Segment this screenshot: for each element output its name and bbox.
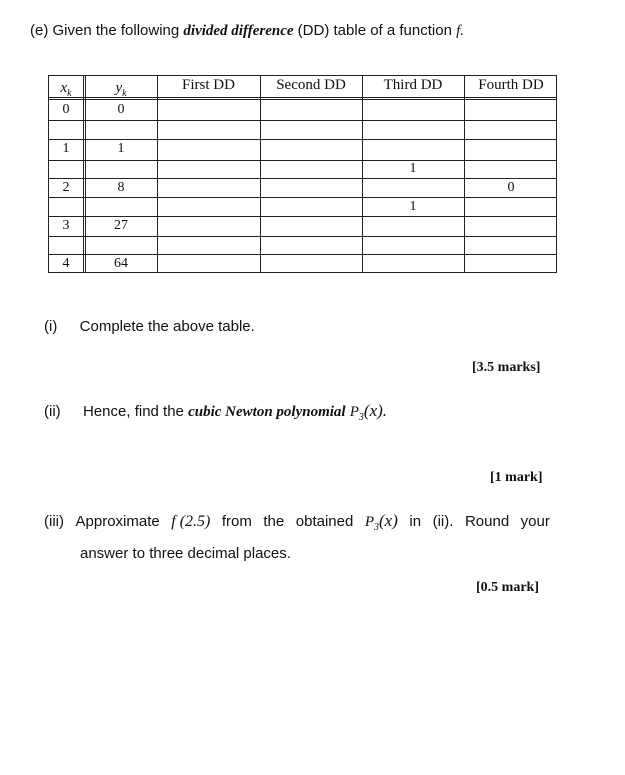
question-number: (ii) (44, 403, 61, 420)
row-divider (49, 236, 556, 237)
x-value: 3 (62, 218, 70, 233)
divided-difference-table (48, 75, 557, 273)
header-second-dd: Second DD (276, 77, 346, 93)
question-ii (44, 401, 387, 423)
header-third-dd: Third DD (383, 77, 443, 93)
question-number: (i) (44, 318, 58, 335)
row-divider (49, 197, 556, 198)
intro-func: f. (456, 23, 465, 39)
third-dd-value: 1 (409, 161, 417, 176)
intro-middle: (DD) table of a function (293, 22, 457, 39)
fourth-dd-value: 0 (507, 180, 515, 195)
x-value: 1 (62, 141, 70, 156)
poly-symbol: $P_3(x)$. (349, 401, 388, 423)
row-divider (49, 120, 556, 121)
question-i (44, 318, 255, 335)
header-yk: $y_k$ (115, 80, 127, 99)
header-xk: $x_k$ (60, 80, 72, 99)
question-iii: (iii) Approximate f (2.5) from the obtained $P_3(x)$ in (ii). Round your (44, 511, 550, 533)
question-number: (iii) (44, 513, 64, 530)
y-value: 27 (114, 218, 128, 233)
intro-prefix: (e) Given the following (30, 22, 184, 39)
poly-symbol: $P_3(x)$ (364, 511, 398, 533)
header-first-dd: First DD (182, 77, 235, 93)
question-text: Complete the above table. (79, 318, 255, 335)
y-value: 1 (117, 141, 125, 156)
question-emphasis: cubic Newton polynomial (188, 404, 346, 420)
question-iii-line2: answer to three decimal places. (80, 545, 291, 562)
x-value: 4 (62, 256, 70, 271)
marks-iii: [0.5 mark] (476, 580, 539, 595)
row-divider (49, 160, 556, 161)
f-expression: f (2.5) (171, 513, 211, 530)
col-divider (464, 76, 465, 272)
col-divider (157, 76, 158, 272)
x-value: 2 (62, 180, 70, 195)
third-dd-value: 1 (409, 199, 417, 214)
col-divider (260, 76, 261, 272)
marks-i: [3.5 marks] (472, 360, 541, 375)
x-value: 0 (62, 102, 70, 117)
question-text: Hence, find the (83, 403, 189, 420)
marks-ii: [1 mark] (490, 470, 543, 485)
header-fourth-dd: Fourth DD (478, 77, 544, 93)
col-divider (83, 76, 84, 272)
intro-text (30, 22, 464, 40)
y-value: 8 (117, 180, 125, 195)
y-value: 0 (117, 102, 125, 117)
y-value: 64 (114, 256, 128, 271)
intro-emphasis: divided difference (183, 23, 294, 39)
